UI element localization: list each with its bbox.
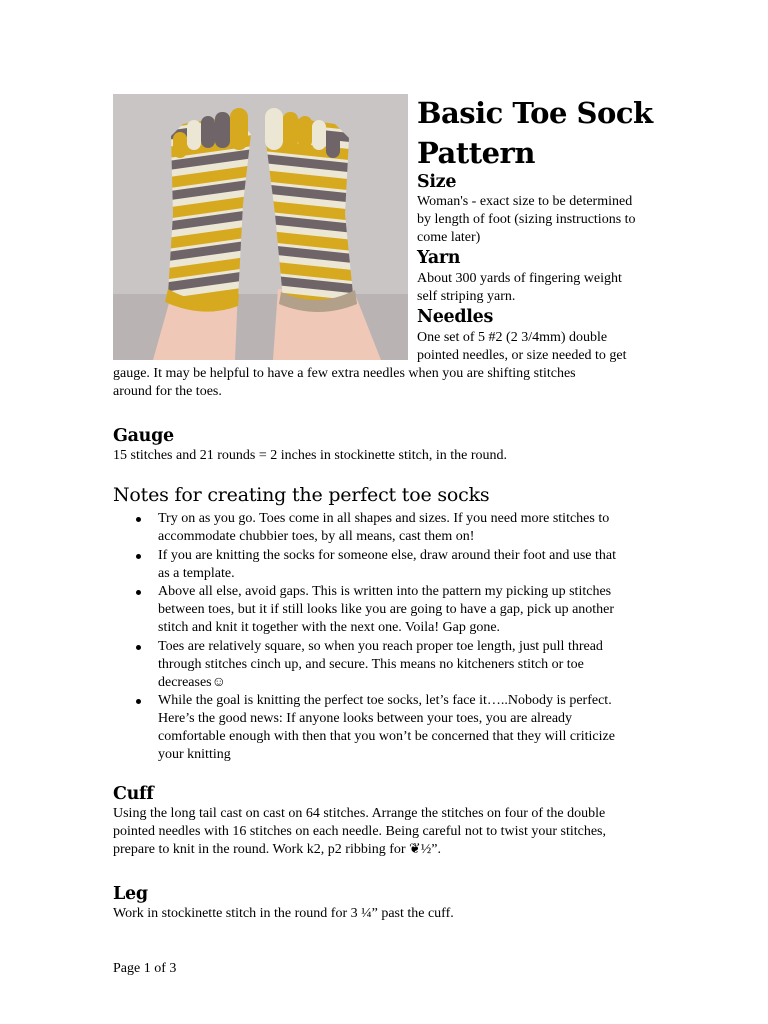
text-line: One set of 5 #2 (2 3/4mm) double	[417, 330, 608, 345]
text-line: Toes are relatively square, so when you reach proper toe length, just pull thread	[158, 639, 603, 654]
bullet-icon	[136, 517, 141, 522]
size-heading: Size	[417, 172, 457, 192]
text-line: Woman's - exact size to be determined	[417, 194, 633, 209]
text-line: as a template.	[158, 566, 235, 581]
text-line: pointed needles with 16 stitches on each needle. Being careful not to twist your stitches,	[113, 824, 606, 839]
text-line: through stitches cinch up, and secure. This means no kitcheners stitch or toe	[158, 657, 584, 672]
list-item	[136, 692, 666, 764]
text-line: stitch and knit it together with the next one. Voila! Gap gone.	[158, 620, 501, 635]
leg-heading: Leg	[113, 884, 148, 904]
bullet-icon	[136, 645, 141, 650]
gauge-heading: Gauge	[113, 426, 174, 446]
yarn-text	[417, 270, 677, 306]
text-line: Here’s the good news: If anyone looks between your toes, you are already	[158, 711, 573, 726]
needles-text	[417, 329, 677, 365]
text-line: around for the toes.	[113, 384, 222, 399]
cuff-heading: Cuff	[113, 784, 154, 804]
text-line: prepare to knit in the round. Work k2, p2 ribbing for ❦½”.	[113, 842, 442, 857]
title-line: Pattern	[417, 136, 535, 170]
page-title	[417, 93, 717, 173]
bullet-icon	[136, 554, 141, 559]
yarn-heading: Yarn	[417, 248, 461, 268]
text-line: accommodate chubbier toes, by all means, cast them on!	[158, 529, 475, 544]
text-line: come later)	[417, 230, 481, 245]
bullet-icon	[136, 699, 141, 704]
text-line: Using the long tail cast on cast on 64 stitches. Arrange the stitches on four of the double	[113, 806, 606, 821]
page-number: Page 1 of 3	[113, 961, 177, 976]
text-line: between toes, but it if still looks like you are going to have a gap, pick up another	[158, 602, 615, 617]
title-line: Basic Toe Sock	[417, 96, 653, 130]
text-line: comfortable enough with then that you won’t be concerned that they will criticize	[158, 729, 615, 744]
text-line: About 300 yards of fingering weight	[417, 271, 622, 286]
text-line: Above all else, avoid gaps. This is written into the pattern my picking up stitches	[158, 584, 612, 599]
needles-heading: Needles	[417, 307, 494, 327]
text-line: by length of foot (sizing instructions to	[417, 212, 636, 227]
text-line: Try on as you go. Toes come in all shapes and sizes. If you need more stitches to	[158, 511, 610, 526]
notes-list	[136, 510, 666, 764]
text-line: your knitting	[158, 747, 231, 762]
text-line: If you are knitting the socks for someone else, draw around their foot and use that	[158, 548, 616, 563]
notes-heading: Notes for creating the perfect toe socks	[113, 484, 490, 506]
size-text	[417, 193, 677, 247]
text-line: gauge. It may be helpful to have a few extra needles when you are shifting stitches	[113, 366, 576, 381]
leg-text: Work in stockinette stitch in the round for 3 ¼” past the cuff.	[113, 906, 454, 921]
text-line: self striping yarn.	[417, 289, 516, 304]
text-line: decreases☺	[158, 675, 226, 690]
list-item	[136, 547, 666, 583]
text-line: While the goal is knitting the perfect toe socks, let’s face it…..Nobody is perfect.	[158, 693, 612, 708]
text-line: pointed needles, or size needed to get	[417, 348, 627, 363]
needles-text-continued	[113, 365, 673, 401]
bullet-icon	[136, 590, 141, 595]
toe-socks-photo	[113, 94, 408, 360]
cuff-text	[113, 805, 673, 859]
list-item	[136, 638, 666, 692]
gauge-text: 15 stitches and 21 rounds = 2 inches in stockinette stitch, in the round.	[113, 448, 508, 463]
list-item	[136, 510, 666, 547]
list-item	[136, 583, 666, 638]
